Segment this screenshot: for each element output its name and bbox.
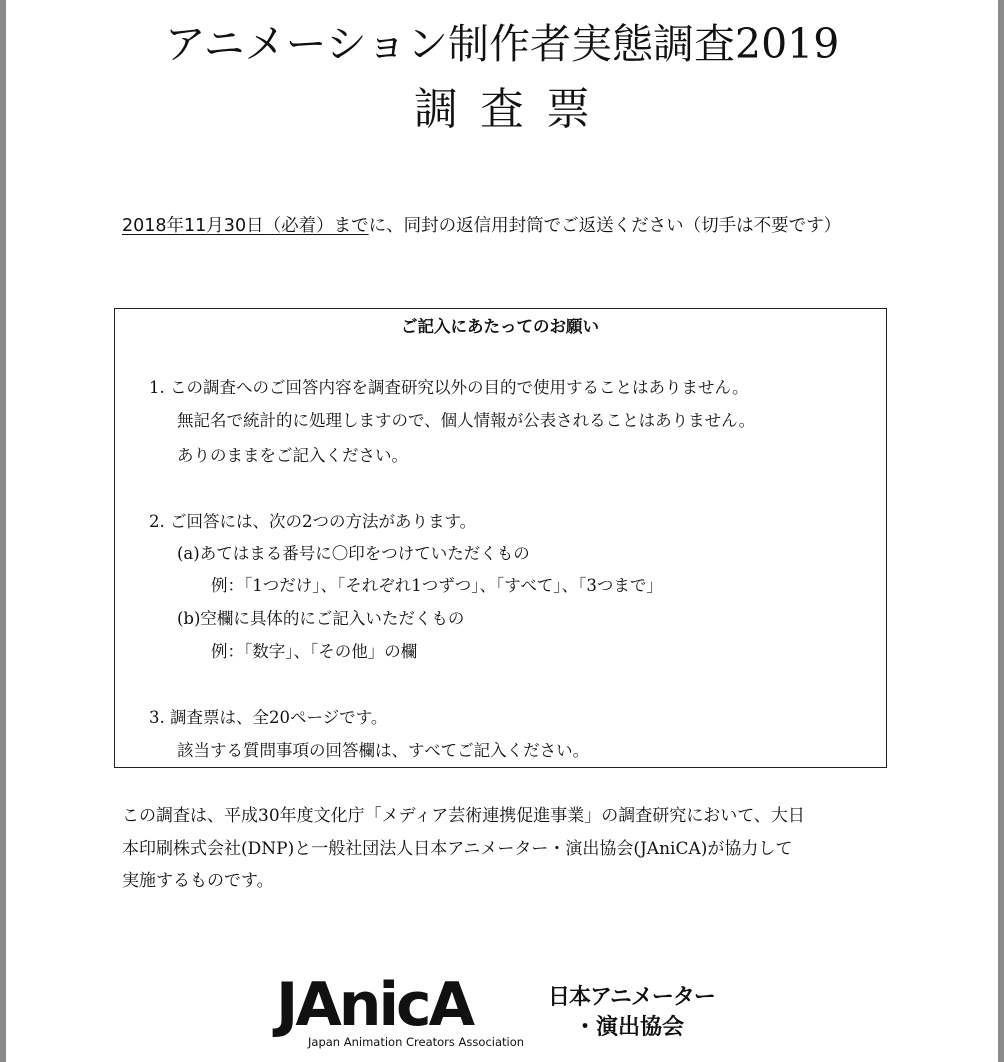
survey-description	[122, 800, 892, 898]
instruction-line: 2. ご回答には、次の2つの方法があります。	[149, 512, 477, 531]
instructions-title: ご記入にあたってのお願い	[401, 317, 599, 336]
instruction-line: 3. 調査票は、全20ページです。	[149, 708, 388, 727]
instruction-line: (b)空欄に具体的にご記入いただくもの	[177, 609, 465, 628]
page-title: アニメーション制作者実態調査2019	[164, 20, 840, 68]
instruction-line: 1. この調査へのご回答内容を調査研究以外の目的で使用することはありません。	[149, 378, 749, 397]
janica-logo	[276, 970, 736, 1062]
page-subtitle: 調査票	[414, 84, 612, 135]
deadline-date: 2018年11月30日（必着）まで	[122, 216, 369, 236]
instruction-line: ありのままをご記入ください。	[177, 446, 408, 465]
instruction-line: (a)あてはまる番号に〇印をつけていただくもの	[177, 544, 530, 563]
logo-japanese-name-line1: 日本アニメーター	[548, 985, 715, 1010]
logo-wordmark: JAnicA	[276, 970, 473, 1040]
description-line: この調査は、平成30年度文化庁「メディア芸術連携促進事業」の調査研究において、大日	[122, 806, 805, 826]
instructions-box	[114, 308, 887, 768]
instruction-line: 無記名で統計的に処理しますので、個人情報が公表されることはありません。	[177, 411, 756, 430]
logo-english-name: Japan Animation Creators Association	[308, 1035, 525, 1049]
logo-japanese-name-line2: ・演出協会	[574, 1015, 685, 1040]
description-line: 本印刷株式会社(DNP)と一般社団法人日本アニメーター・演出協会(JAniCA)が協力して	[122, 838, 793, 859]
deadline-notice	[122, 214, 841, 238]
description-line: 実施するものです。	[122, 871, 274, 891]
instruction-line: 該当する質問事項の回答欄は、すべてご記入ください。	[177, 741, 590, 760]
deadline-instruction: に、同封の返信用封筒でご返送ください（切手は不要です）	[368, 216, 842, 236]
document-page	[6, 0, 998, 1062]
instruction-line: 例：「数字」、「その他」の欄	[211, 642, 418, 661]
instruction-line: 例：「1つだけ」、「それぞれ1つずつ」、「すべて」、「3つまで」	[211, 576, 663, 595]
